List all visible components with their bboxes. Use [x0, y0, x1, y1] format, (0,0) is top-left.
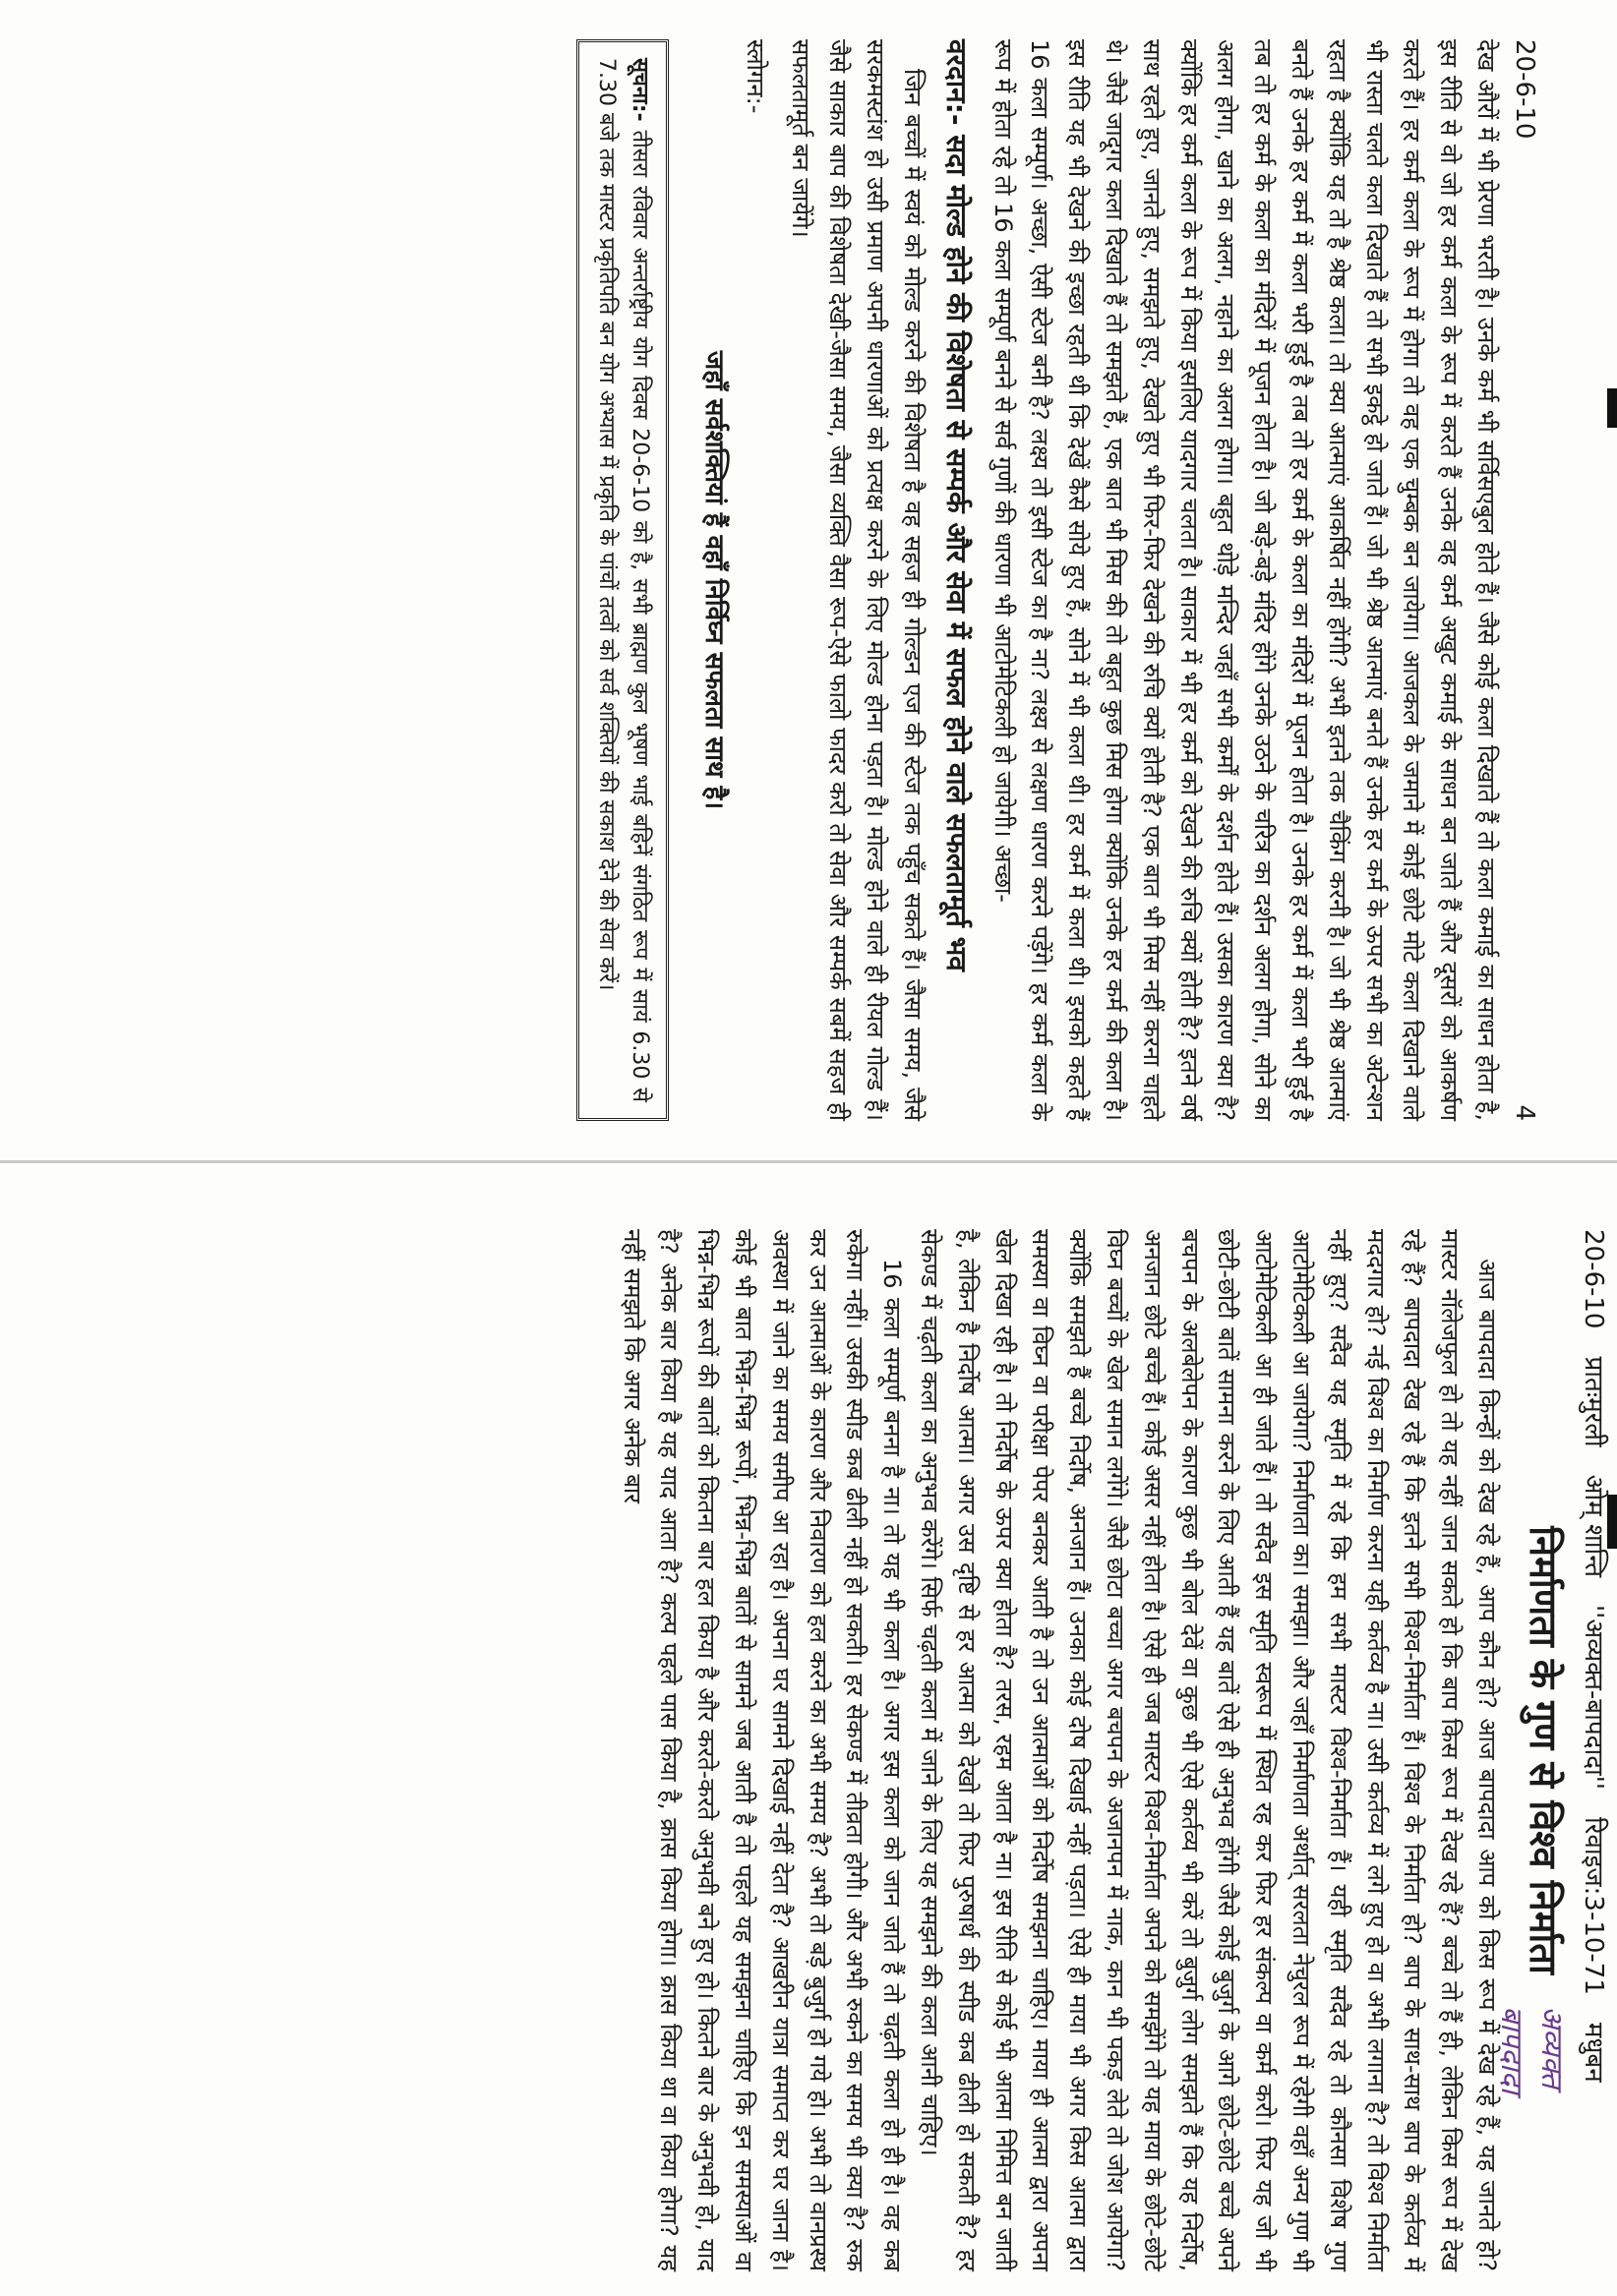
murli-page-left: [133, 39, 1539, 1121]
page-fold-line: [0, 1160, 1617, 1163]
murli-label: प्रातःमुरली: [1579, 1356, 1608, 1447]
avyakt-label: ''अव्यक्त-बापदादा'': [1579, 1605, 1608, 1791]
slogan-text: जहाँ सर्वशक्तियां हैं वहाँ निर्विघ्न सफलता साथ है।: [698, 350, 729, 810]
murli-date: 20-6-10: [1579, 1229, 1608, 1329]
body-paragraph: 16 कला सम्पूर्ण बनना है ना। तो यह भी कला है। अगर इस कला को जान जाते हैं तो चढ़ती कला हो ही है। वह कब रुकेगा नहीं। उसकी स्पीड कब ढीली नहीं हो सकती। हर सेकण्ड में तीव्रता होगी। और अभी रुकने का समय भी क्या है? रुक कर उन आत्माओं के कारण और निवारण को हल करने का अभी समय है? अभी तो बड़े बुजुर्ग हो गये हो। अभी तो वानप्रस्थ अवस्था में जाने का समय समीप आ रहा है। अपना घर सामने दिखाई नहीं देता है? आखरीन यात्रा समाप्त कर घर जाना है। कोई भी बात भिन्न-भिन्न रूपों, भिन्न-भिन्न बातों से सामने जब आती है तो पहले यह समझना चाहिए कि इन समस्याओं वा भिन्न-भिन्न रूपों की बातों को कितना बार हल किया है और करते-करते अनुभवी बने हुए हो। कितने बार के अनुभवी हो, याद है? अनेक बार किया है यह याद आता है? कल्प पहले पास किया है, क्रास किया होगा। क्रास किया था वा किया होगा? यह नहीं समझते कि अगर अनेक बार: [618, 1229, 907, 2271]
notice-label: सूचना:-: [627, 58, 652, 122]
notice-text: तीसरा रविवार अन्तर्राष्ट्रीय योग दिवस 20-6-10 को है, सभी ब्राह्मण कुल भूषण भाई बहिनें संगठित रूप में सायं 6.30 से 7.30 बजे तक मास्टर प्रकृतिपति बन योग अभ्यास में प्रकृति के पांचों तत्वों को सर्व शक्तियों की सकाश देने की सेवा करें।: [593, 58, 652, 1102]
body-paragraph: देख औरों में भी प्रेरणा भरती है। उनके कर्म भी सर्विसएबुल होते हैं। जैसे कोई कला दिखाते हैं तो कला कमाई का साधन होता है, इस रीति से वो जो हर कर्म कला के रूप में करते हैं उनके वह कर्म अखुट कमाई के साधन बन जाते हैं और दूसरों को आकर्षण करते हैं। हर कर्म कला के रूप में होगा तो वह एक चुम्बक बन जायेगा। आजकल के जमाने में कोई छोटे मोटे कला दिखाने वाले भी रास्ता चलते कला दिखाते हैं तो सभी इकट्ठे हो जाते हैं। जो भी श्रेष्ठ आत्माएं बनते हैं उनके हर कर्म के ऊपर सभी का अटेन्शन रहता है क्योंकि यह तो है श्रेष्ठ कला। तो क्या आत्माएं आकर्षित नहीं होंगी? अभी इतने तक चैकिंग करनी है। जो भी श्रेष्ठ आत्माएं बनते हैं उनके हर कर्म में कला भरी हुई है तब तो हर कर्म के कला का मंदिरों में पूजन होता है। उनके हर कर्म में कला भरी हुई है तब तो हर कर्म के कला का मंदिरों में पूजन होता है। जो बड़े-बड़े मंदिर होंगे उनके उठने के चरित्र का दर्शन अलग होगा, सोने का अलग होगा, खाने का अलग, नहाने का अलग होगा। बहुत थोड़े मन्दिर जहाँ सभी कर्मों के दर्शन होते हैं। उसका कारण क्या है? क्योंकि हर कर्म कला के रूप में किया इसलिए यादगार चलता है। साकार में भी हर कर्म को देखने की रुचि क्यों होती है? इतने वर्ष साथ रहते हुए, जानते हुए, समझते हुए, देखते हुए भी फिर-फिर देखने की रुचि क्यों होती है? एक बात भी मिस नहीं करना चाहते थे। जैसे जादूगर कला दिखाते हैं तो समझते हैं, एक बात भी मिस की तो बहुत कुछ मिस होगा क्योंकि उनके हर कर्म की कला है। इस रीति यह भी देखने की इच्छा रहती थी कि देखें कैसे सोये हुए हैं, सोने में भी कला थी। हर कर्म में कला थी। इसको कहते हैं 16 कला सम्पूर्ण। अच्छा, ऐसी स्टेज बनी है? लक्ष्य तो इसी स्टेज का है ना? लक्ष्य से लक्षण धारण करने पड़ेंगे। हर कर्म कला के रूप में होता रहे तो 16 कला सम्पूर्ण बनने से सर्व गुणों की धारणा भी आटोमेटिकली हो जायेगी। अच्छा-: [988, 39, 1500, 1121]
page-date: 20-6-10: [1510, 39, 1539, 140]
om-shanti: ओम् शान्ति: [1579, 1474, 1608, 1578]
revised-date: रिवाइज:3-10-71: [1579, 1817, 1608, 1995]
madhuban-label: मधुबन: [1579, 2022, 1608, 2083]
body-paragraph: आज बापदादा किन्हों को देख रहे हैं, आप कौन हो? आज बापदादा आप को किस रूप में देख रहे हैं, यह जानते हो? मास्टर नॉलेजफुल हो तो यह नहीं जान सकते हो कि बाप किस रूप में देख रहे हैं? बच्चे तो हैं ही, लेकिन किस रूप में देख रहे हैं? बापदादा देख रहे हैं कि इतने सभी विश्व-निर्माता हैं। विश्व के निर्माता हो? बाप के साथ-साथ बाप के कर्तव्य में मददगार हो? नई विश्व का निर्माण करना यही कर्तव्य है ना। उसी कर्तव्य में लगे हुए हो वा अभी लगाना है? तो विश्व निर्माता नहीं हुए? सदैव यह स्मृति में रहे कि हम सभी मास्टर विश्व-निर्माता हैं। यही स्मृति सदैव रहे तो कौनसा विशेष गुण आटोमेटिकली आ जायेगा? निर्माणता का। समझा। और जहाँ निर्माणता अर्थात् सरलता नेचुरल रूप में रहेगी वहाँ अन्य गुण भी आटोमेटिकली आ ही जाते हैं। तो सदैव इस स्मृति स्वरूप में स्थित रह कर फिर हर संकल्प वा कर्म करो। फिर यह जो भी छोटी-छोटी बातें सामना करने के लिए आती हैं यह बातें ऐसे ही अनुभव होंगी जैसे कोई बुजुर्ग के आगे छोटे-छोटे बच्चे अपने बचपन के अलबेलेपन के कारण कुछ भी बोल देवें वा कुछ भी ऐसे कर्तव्य भी करें तो बुजुर्ग लोग समझते हैं कि यह निर्दोष, अनजान छोटे बच्चे हैं। कोई असर नहीं होता है। ऐसे ही जब मास्टर विश्व-निर्माता अपने को समझेंगे तो यह माया के छोटे-छोटे विघ्न बच्चों के खेल समान लगेंगे। जैसे छोटा बच्चा अगर बचपन के अजानपन में नाक, कान भी पकड़ लेते तो जोश आयेगा? क्योंकि समझते हैं बच्चे निर्दोष, अनजान हैं। उनका कोई दोष दिखाई नहीं पड़ता। ऐसे ही माया भी अगर किस आत्मा द्वारा समस्या वा विघ्न वा परीक्षा पेपर बनकर आती है तो उन आत्माओं को निर्दोष समझना चाहिए। माया ही आत्मा द्वारा अपना खेल दिखा रही है। तो निर्दोष के ऊपर क्या होता है? तरस, रहम आता है ना। इस रीति से कोई भी आत्मा निमित्त बन जाती है, लेकिन है निर्दोष आत्मा। अगर उस दृष्टि से हर आत्मा को देखो तो फिर पुरुषार्थ की स्पीड कब ढीली हो सकती है? हर सेकण्ड में चढ़ती कला का अनुभव करेंगे। सिर्फ चढ़ती कला में जाने के लिए यह समझने की कला आनी चाहिए।: [916, 1229, 1501, 2271]
murli-title: निर्माणता के गुण से विश्व निर्माता: [1522, 1526, 1565, 1974]
scan-edge-mark: [1607, 388, 1617, 428]
page-header-row: [1510, 39, 1539, 1121]
vardan-text: जिन बच्चों में स्वयं को मोल्ड करने की विशेषता है वह सहज ही गोल्डन एज की स्टेज तक पहुँच सकते हैं। जैसा समय, जैसे सरकमस्टांश हो उसी प्रमाण अपनी धारणाओं को प्रत्यक्ष करने के लिए मोल्ड होना पड़ता है। मोल्ड होने वाले ही रीयल गोल्ड हैं। जैसे साकार बाप की विशेषता देखी-जैसा समय, जैसा व्यक्ति वैसा रूप-ऐसे फालो फादर करो तो सेवा और सम्पर्क सबमें सहज ही सफलतामूर्त बन जायेंगे।: [787, 39, 927, 1121]
page-number: 4: [1510, 1104, 1539, 1121]
vardan-heading: वरदान:- सदा मोल्ड होने की विशेषता से सम्पर्क और सेवा में सफल होने वाले सफलतामूर्त भव: [939, 39, 973, 971]
murli-page-right: [79, 1229, 1613, 2271]
slogan-label: स्लोगन:-: [741, 39, 769, 114]
handwritten-note: अव्यक्त बापदादा: [1494, 2006, 1569, 2094]
murli-header: [1578, 1229, 1613, 2271]
notice-box: [576, 39, 669, 1121]
